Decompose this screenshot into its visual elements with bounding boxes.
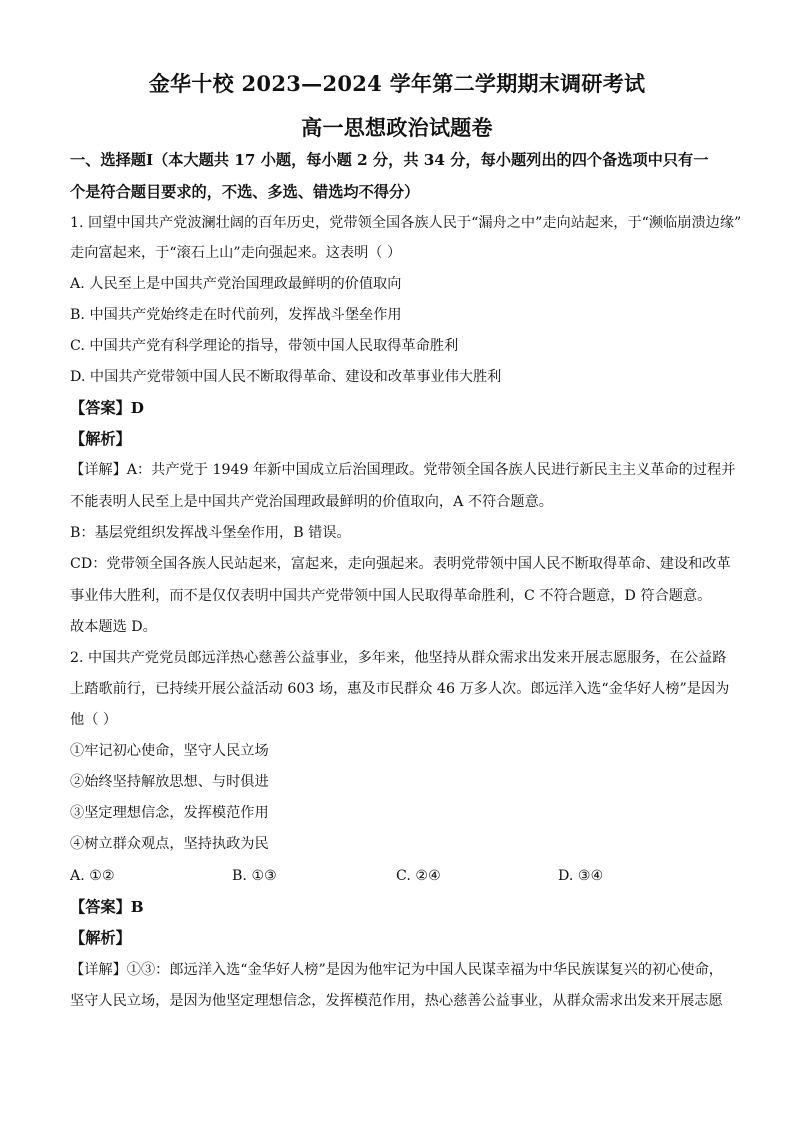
q2-analysis-label: 【解析】 <box>70 929 131 947</box>
q2-stem-line-1: 2. 中国共产党党员郎远洋热心慈善公益事业，多年来，他坚持从群众需求出发来开展志愿服务，在公益路 <box>70 650 727 666</box>
q1-stem-line-1: 1. 回望中国共产党波澜壮阔的百年历史，党带领全国各族人民于“漏舟之中”走向站起来，于“濒临崩溃边缘” <box>70 215 742 231</box>
q1-detail-line-6: 故本题选 D。 <box>70 619 157 635</box>
q2-option-c: C. ②④ <box>396 868 441 884</box>
q1-analysis-label: 【解析】 <box>70 430 131 448</box>
q1-option-b: B. 中国共产党始终走在时代前列，发挥战斗堡垒作用 <box>70 307 402 323</box>
q1-detail-line-4: CD：党带领全国各族人民站起来，富起来，走向强起来。表明党带领中国人民不断取得革命、建设和改革 <box>70 556 731 572</box>
q1-option-c: C. 中国共产党有科学理论的指导，带领中国人民取得革命胜利 <box>70 338 459 354</box>
q1-detail-line-2: 不能表明人民至上是中国共产党治国理政最鲜明的价值取向，A 不符合题意。 <box>70 494 553 510</box>
q2-option-a: A. ①② <box>70 868 115 884</box>
q2-statement-4: ④树立群众观点，坚持执政为民 <box>70 836 269 852</box>
q2-answer: 【答案】B <box>70 898 144 916</box>
exam-title: 金华十校 2023—2024 学年第二学期期末调研考试 <box>148 71 646 96</box>
q1-detail-line-3: B：基层党组织发挥战斗堡垒作用，B 错误。 <box>70 525 351 541</box>
q2-stem-line-2: 上踏歌前行，已持续开展公益活动 603 场，惠及市民群众 46 万多人次。郎远洋入选“金华好人榜”是因为 <box>70 681 730 697</box>
section-heading-line-2: 个是符合题目要求的，不选、多选、错选均不得分） <box>70 183 420 201</box>
q1-answer: 【答案】D <box>70 399 144 417</box>
q2-statement-1: ①牢记初心使命，坚守人民立场 <box>70 743 269 759</box>
section-heading-line-1: 一、选择题Ⅰ（本大题共 17 小题，每小题 2 分，共 34 分，每小题列出的四个备选项中只有一 <box>70 151 709 169</box>
q2-option-d: D. ③④ <box>558 868 604 884</box>
q1-stem-line-2: 走向富起来，于“滚石上山”走向强起来。这表明（ ） <box>70 245 402 261</box>
q2-statement-2: ②始终坚持解放思想、与时俱进 <box>70 774 269 790</box>
q2-detail-line-1: 【详解】①③：郎远洋入选“金华好人榜”是因为他牢记为中国人民谋幸福为中华民族谋复兴的初心使命， <box>70 962 723 978</box>
q2-detail-line-2: 坚守人民立场，是因为他坚定理想信念，发挥模范作用，热心慈善公益事业，从群众需求出发来开展志愿 <box>70 993 723 1009</box>
q2-stem-line-3: 他（ ） <box>70 712 118 728</box>
q2-option-b: B. ①③ <box>232 868 277 884</box>
q1-option-a: A. 人民至上是中国共产党治国理政最鲜明的价值取向 <box>70 276 402 292</box>
q1-option-d: D. 中国共产党带领中国人民不断取得革命、建设和改革事业伟大胜利 <box>70 369 502 385</box>
exam-subtitle: 高一思想政治试题卷 <box>301 115 493 140</box>
q1-detail-line-1: 【详解】A：共产党于 1949 年新中国成立后治国理政。党带领全国各族人民进行新民主主义革命的过程并 <box>70 462 736 478</box>
q2-statement-3: ③坚定理想信念，发挥模范作用 <box>70 805 269 821</box>
q1-detail-line-5: 事业伟大胜利，而不是仅仅表明中国共产党带领中国人民取得革命胜利，C 不符合题意，D 符合题意。 <box>70 588 712 604</box>
